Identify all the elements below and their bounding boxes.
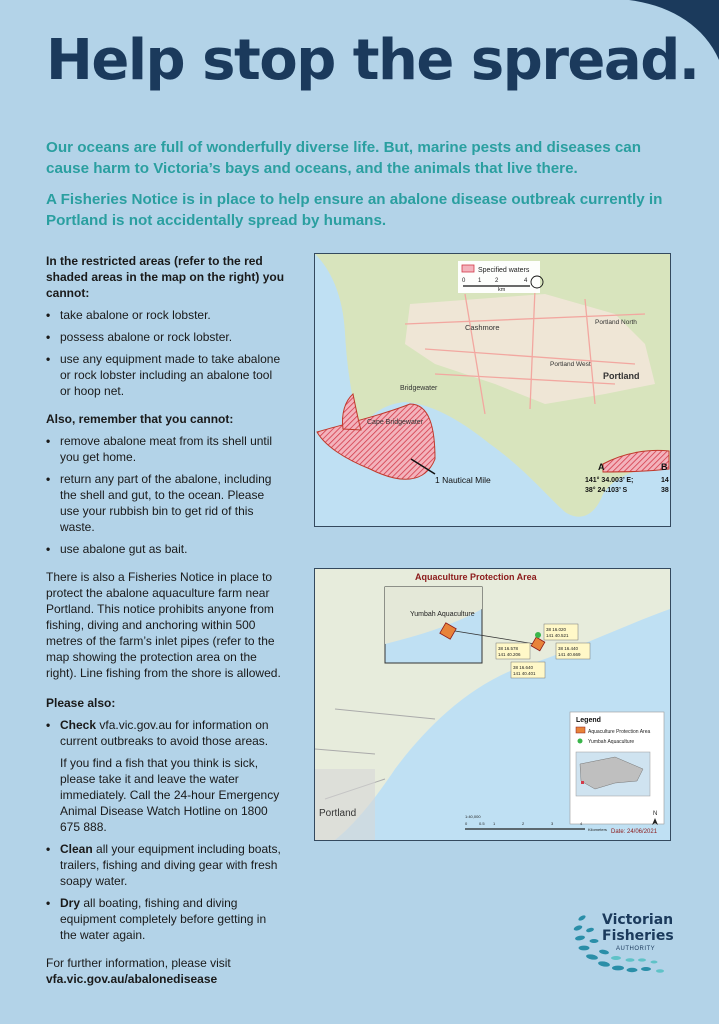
map-svg — [315, 569, 670, 840]
coord-text: 141 40.669 — [558, 652, 581, 657]
distance-label: 1 Nautical Mile — [435, 475, 491, 485]
logo-line-3: AUTHORITY — [616, 946, 656, 952]
legend-item: Aquaculture Protection Area — [588, 729, 651, 735]
intro-paragraph-2: A Fisheries Notice is in place to help ensure an abalone disease outbreak currently in Portland is not accidentally spread by humans. — [46, 191, 663, 229]
aquaculture-map — [314, 568, 671, 841]
list-item — [46, 895, 286, 943]
fish-logo-icon — [568, 908, 678, 980]
locator-marker — [581, 781, 584, 784]
logo-line-1: Victorian — [602, 912, 674, 928]
point-a-label: A — [598, 462, 605, 472]
list-item — [46, 841, 286, 889]
coord-text: 38 16.578 — [498, 646, 519, 651]
yumbah-marker — [535, 632, 541, 638]
coord-text: 38 16.440 — [558, 646, 579, 651]
scale-tick-4: 4 — [524, 278, 528, 284]
list-item: • use abalone gut as bait. — [46, 541, 286, 557]
clean-text: all your equipment including boats, trailers, fishing and diving gear with fresh soapy water. — [60, 842, 281, 888]
remember-heading: Also, remember that you cannot: — [46, 412, 234, 426]
legend-swatch — [462, 265, 474, 272]
dry-label: Dry — [60, 896, 81, 910]
list-item: • return any part of the abalone, including the shell and gut, to the ocean. Please use your rubbish bin to get rid of this waste. — [46, 471, 286, 535]
scale-tick: 0.5 — [479, 821, 485, 826]
list-item: • possess abalone or rock lobster. — [46, 329, 286, 345]
scale-ratio: 1:40,000 — [465, 814, 481, 819]
check-subtext: If you find a fish that you think is sick, please take it and leave the water immediately. Call the 24-hour Emergency Animal Disease Watch Hotline on 1800 675 888. — [60, 756, 280, 834]
page-title: Help stop the spread. — [46, 28, 699, 93]
remember-list — [46, 433, 286, 557]
coord-text: 141 40.206 — [498, 652, 521, 657]
list-item — [46, 717, 286, 835]
point-a-lon: 141° 34.003’ E; — [585, 477, 634, 484]
place-label: Portland North — [595, 319, 637, 326]
place-label: Bridgewater — [400, 385, 438, 392]
list-item: • use any equipment made to take abalone or rock lobster including an abalone tool or hoop net. — [46, 351, 286, 399]
scale-tick-2: 2 — [495, 278, 499, 284]
point-b-label: B — [661, 462, 668, 472]
coord-text: 38 16.640 — [513, 665, 534, 670]
list-item: • take abalone or rock lobster. — [46, 307, 286, 323]
point-b-lon: 14 — [661, 477, 669, 484]
north-label: N — [653, 811, 658, 817]
scale-unit: km — [498, 287, 506, 293]
map-title: Aquaculture Protection Area — [415, 572, 537, 582]
place-label: Portland — [603, 371, 640, 381]
coord-text: 141 40.401 — [513, 671, 536, 676]
scale-tick: 0 — [465, 821, 468, 826]
footer-link[interactable]: vfa.vic.gov.au/abalonedisease — [46, 972, 218, 986]
scale-tick-0: 0 — [462, 278, 466, 284]
please-list — [46, 717, 286, 943]
vfa-logo — [568, 908, 678, 980]
place-label: Portland West — [550, 361, 591, 368]
scale-unit: Kilometers — [588, 827, 607, 832]
left-column — [46, 253, 286, 987]
aquaculture-paragraph: There is also a Fisheries Notice in place to protect the abalone aquaculture farm near Portland. This notice prohibits anyone from fishing, diving and anchoring within 500 metres of the farm’s inlet pipes (refer to the map showing the protection area on the right). Line fishing from the shore is allowed. — [46, 570, 281, 680]
map-date: Date: 24/06/2021 — [611, 829, 658, 835]
scale-tick: 4 — [580, 821, 583, 826]
town-area — [315, 769, 375, 840]
map-svg — [315, 254, 670, 526]
restricted-list — [46, 307, 286, 399]
scale-tick: 3 — [551, 821, 554, 826]
place-label: Cape Bridgewater — [367, 419, 424, 426]
legend-item: Yumbah Aquaculture — [588, 739, 635, 745]
please-heading: Please also: — [46, 696, 116, 710]
dry-text: all boating, fishing and diving equipment completely before getting in the water again. — [60, 896, 267, 942]
check-text: vfa.vic.gov.au for information on current outbreaks to avoid those areas. — [60, 718, 269, 748]
coord-text: 141 40.521 — [546, 633, 569, 638]
logo-line-2: Fisheries — [602, 928, 674, 944]
legend-label: Specified waters — [478, 267, 530, 274]
specified-waters-map — [314, 253, 671, 527]
legend-swatch — [576, 727, 585, 733]
check-label: Check — [60, 718, 97, 732]
scale-tick-1: 1 — [478, 278, 482, 284]
town-label: Portland — [319, 808, 357, 819]
intro-paragraph-1: Our oceans are full of wonderfully diverse life. But, marine pests and diseases can cause harm to Victoria’s bays and oceans, and the animals that live there. — [46, 139, 642, 177]
legend-title: Legend — [576, 717, 601, 724]
legend-marker — [578, 739, 583, 744]
point-a-lat: 38° 24.103’ S — [585, 487, 628, 494]
coord-text: 38 16.020 — [546, 627, 567, 632]
inset-label: Yumbah Aquaculture — [410, 611, 475, 618]
point-b-lat: 38 — [661, 487, 669, 494]
place-label: Cashmore — [465, 323, 500, 332]
list-item: • remove abalone meat from its shell until you get home. — [46, 433, 286, 465]
restricted-heading: In the restricted areas (refer to the red shaded areas in the map on the right) you cannot: — [46, 254, 285, 300]
clean-label: Clean — [60, 842, 93, 856]
scale-tick: 1 — [493, 821, 496, 826]
scale-tick: 2 — [522, 821, 525, 826]
footer-text: For further information, please visit — [46, 956, 231, 970]
